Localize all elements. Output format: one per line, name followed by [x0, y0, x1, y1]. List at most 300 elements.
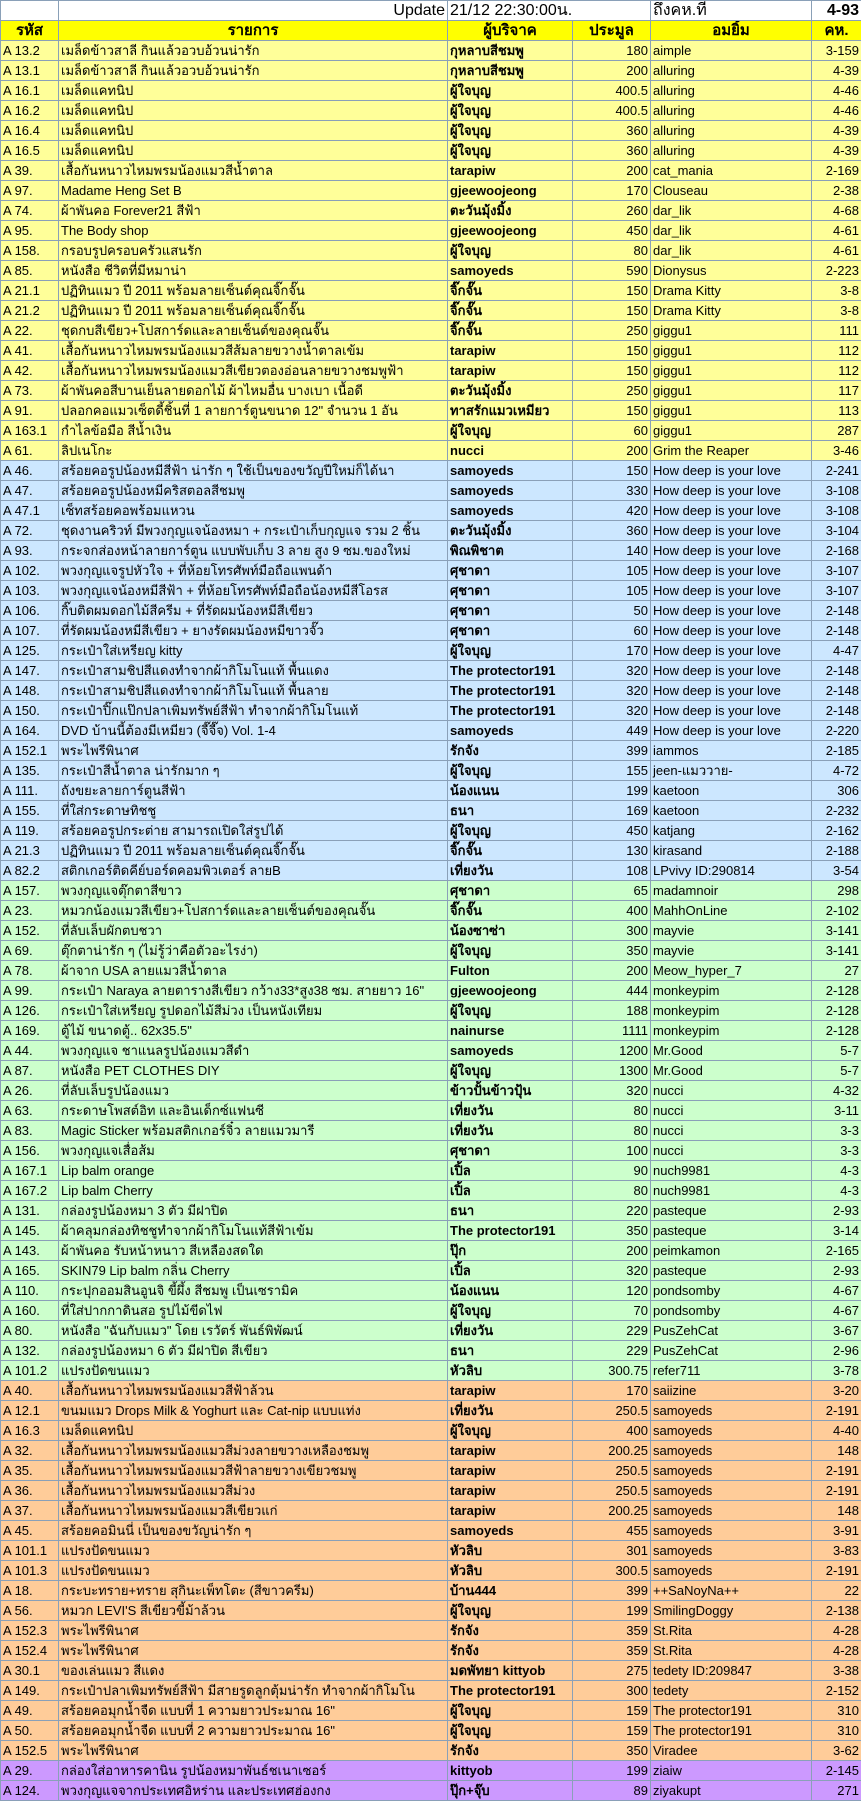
table-row	[1, 1781, 861, 1801]
table-row	[1, 441, 861, 461]
item-code: A 156.	[1, 1141, 59, 1161]
table-row	[1, 1501, 861, 1521]
comment-ref: 3-8	[812, 301, 861, 321]
donor: The protector191	[448, 1221, 573, 1241]
winner: Drama Kitty	[651, 301, 812, 321]
table-row	[1, 1641, 861, 1661]
comment-ref: 4-39	[812, 61, 861, 81]
table-row	[1, 401, 861, 421]
table-row	[1, 761, 861, 781]
winner: samoyeds	[651, 1561, 812, 1581]
donor: จิ๊กจั๊น	[448, 321, 573, 341]
winner: alluring	[651, 61, 812, 81]
item-name: พระไพรีพินาศ	[59, 1621, 448, 1641]
bid-amount: 320	[573, 661, 651, 681]
item-name: กระดาษโพสต์อิท และอินเด็กซ์แฟนซี	[59, 1101, 448, 1121]
comment-ref: 2-241	[812, 461, 861, 481]
comment-ref: 2-148	[812, 621, 861, 641]
table-row	[1, 1561, 861, 1581]
comment-ref: 2-96	[812, 1341, 861, 1361]
item-code: A 21.2	[1, 301, 59, 321]
item-name: สติกเกอร์ติดคีย์บอร์ดคอมพิวเตอร์ ลายB	[59, 861, 448, 881]
comment-ref: 2-169	[812, 161, 861, 181]
table-row	[1, 141, 861, 161]
donor: ศุชาดา	[448, 881, 573, 901]
comment-ref: 2-220	[812, 721, 861, 741]
table-row	[1, 1761, 861, 1781]
donor: ข้าวปั้นข้าวปุ้น	[448, 1081, 573, 1101]
table-row	[1, 1361, 861, 1381]
item-name: พวงกุญแจน้องหมีสีฟ้า + ที่ห้อยโทรศัพท์มือถือน้องหมีสีโอรส	[59, 581, 448, 601]
item-name: เมล็ดข้าวสาลี กินแล้วอวบอ้วนน่ารัก	[59, 61, 448, 81]
comment-ref: 3-8	[812, 281, 861, 301]
winner: nucci	[651, 1101, 812, 1121]
bid-amount: 150	[573, 281, 651, 301]
donor: samoyeds	[448, 261, 573, 281]
item-name: ที่ลับเล็บผักตบชวา	[59, 921, 448, 941]
bid-amount: 200.25	[573, 1441, 651, 1461]
comment-ref: 4-61	[812, 241, 861, 261]
donor: จิ๊กจั๊น	[448, 901, 573, 921]
winner: How deep is your love	[651, 561, 812, 581]
bid-amount: 450	[573, 821, 651, 841]
bid-amount: 220	[573, 1201, 651, 1221]
comment-ref: 2-93	[812, 1201, 861, 1221]
table-row	[1, 1341, 861, 1361]
winner: How deep is your love	[651, 721, 812, 741]
table-row	[1, 1541, 861, 1561]
winner: nuch9981	[651, 1181, 812, 1201]
item-code: A 61.	[1, 441, 59, 461]
comment-ref: 3-67	[812, 1321, 861, 1341]
item-name: พวงกุญแจจากประเทศอิหร่าน และประเทศฮ่องกง	[59, 1781, 448, 1801]
table-row	[1, 681, 861, 701]
winner: Mr.Good	[651, 1061, 812, 1081]
comment-ref: 3-104	[812, 521, 861, 541]
table-row	[1, 1481, 861, 1501]
comment-ref: 4-32	[812, 1081, 861, 1101]
bid-amount: 170	[573, 1381, 651, 1401]
item-name: เซ็ทสร้อยคอพร้อมแหวน	[59, 501, 448, 521]
comment-ref: 3-141	[812, 921, 861, 941]
winner: How deep is your love	[651, 701, 812, 721]
winner: PusZehCat	[651, 1321, 812, 1341]
table-row	[1, 161, 861, 181]
item-code: A 16.4	[1, 121, 59, 141]
donor: ผู้ใจบุญ	[448, 821, 573, 841]
item-code: A 16.1	[1, 81, 59, 101]
winner: mayvie	[651, 941, 812, 961]
table-row	[1, 1621, 861, 1641]
bid-amount: 330	[573, 481, 651, 501]
table-row	[1, 641, 861, 661]
bid-amount: 130	[573, 841, 651, 861]
comment-ref: 310	[812, 1701, 861, 1721]
table-row	[1, 941, 861, 961]
donor: ผู้ใจบุญ	[448, 1001, 573, 1021]
bid-amount: 450	[573, 221, 651, 241]
bid-amount: 188	[573, 1001, 651, 1021]
winner: monkeypim	[651, 1001, 812, 1021]
donor: หัวลิบ	[448, 1561, 573, 1581]
donor: tarapiw	[448, 361, 573, 381]
table-row	[1, 1661, 861, 1681]
item-name: กระบะทราย+ทราย สุกินะเพ็ทโตะ (สีขาวครีม)	[59, 1581, 448, 1601]
bid-amount: 199	[573, 1761, 651, 1781]
item-code: A 125.	[1, 641, 59, 661]
bid-amount: 155	[573, 761, 651, 781]
item-code: A 152.	[1, 921, 59, 941]
donor: samoyeds	[448, 461, 573, 481]
bid-amount: 250	[573, 321, 651, 341]
bid-amount: 200	[573, 961, 651, 981]
bid-amount: 80	[573, 1181, 651, 1201]
item-code: A 143.	[1, 1241, 59, 1261]
donor: gjeewoojeong	[448, 981, 573, 1001]
table-row	[1, 981, 861, 1001]
comment-ref: 2-162	[812, 821, 861, 841]
table-row	[1, 881, 861, 901]
winner: giggu1	[651, 341, 812, 361]
item-name: กระเป๋าใส่เหรียญ kitty	[59, 641, 448, 661]
item-code: A 101.2	[1, 1361, 59, 1381]
item-name: กระเป๋าสามชิปสีแดงทำจากผ้ากิโมโนแท้ พื้นแดง	[59, 661, 448, 681]
winner: samoyeds	[651, 1541, 812, 1561]
table-row	[1, 1741, 861, 1761]
winner: cat_mania	[651, 161, 812, 181]
donor: tarapiw	[448, 1481, 573, 1501]
bid-amount: 250.5	[573, 1481, 651, 1501]
donor: ผู้ใจบุญ	[448, 421, 573, 441]
donor: ศุชาดา	[448, 621, 573, 641]
item-code: A 23.	[1, 901, 59, 921]
item-code: A 102.	[1, 561, 59, 581]
winner: aimple	[651, 41, 812, 61]
item-code: A 42.	[1, 361, 59, 381]
item-name: ของเล่นแมว สีแดง	[59, 1661, 448, 1681]
bid-amount: 80	[573, 1101, 651, 1121]
winner: alluring	[651, 81, 812, 101]
item-code: A 16.3	[1, 1421, 59, 1441]
table-row	[1, 201, 861, 221]
item-code: A 35.	[1, 1461, 59, 1481]
item-code: A 145.	[1, 1221, 59, 1241]
header-bid: ประมูล	[573, 21, 651, 41]
bid-amount: 105	[573, 561, 651, 581]
winner: pasteque	[651, 1221, 812, 1241]
donor: ผู้ใจบุญ	[448, 81, 573, 101]
item-code: A 157.	[1, 881, 59, 901]
comment-ref: 4-68	[812, 201, 861, 221]
item-code: A 69.	[1, 941, 59, 961]
item-code: A 22.	[1, 321, 59, 341]
comment-ref: 3-159	[812, 41, 861, 61]
comment-ref: 4-3	[812, 1181, 861, 1201]
item-code: A 83.	[1, 1121, 59, 1141]
bid-amount: 320	[573, 681, 651, 701]
header-code: รหัส	[1, 21, 59, 41]
bid-amount: 1300	[573, 1061, 651, 1081]
bid-amount: 199	[573, 781, 651, 801]
item-code: A 152.3	[1, 1621, 59, 1641]
item-code: A 147.	[1, 661, 59, 681]
bid-amount: 200	[573, 161, 651, 181]
bid-amount: 300.5	[573, 1561, 651, 1581]
comment-ref: 112	[812, 361, 861, 381]
comment-ref: 117	[812, 381, 861, 401]
header-comment: คห.	[812, 21, 861, 41]
bid-amount: 300.75	[573, 1361, 651, 1381]
bid-amount: 399	[573, 741, 651, 761]
item-code: A 32.	[1, 1441, 59, 1461]
item-name: เมล็ดแคทนิป	[59, 121, 448, 141]
bid-amount: 320	[573, 1261, 651, 1281]
item-code: A 39.	[1, 161, 59, 181]
item-name: พวงกุญแจเสื่อส้ม	[59, 1141, 448, 1161]
item-code: A 150.	[1, 701, 59, 721]
item-name: ตุ๊กตาน่ารัก ๆ (ไม่รู้ว่าคือตัวอะไรง่า)	[59, 941, 448, 961]
item-name: Lip balm Cherry	[59, 1181, 448, 1201]
item-name: กระเป๋า Naraya ลายตารางสีเขียว กว้าง33*สูง38 ซม. สายยาว 16"	[59, 981, 448, 1001]
donor: ธนา	[448, 1341, 573, 1361]
winner: How deep is your love	[651, 581, 812, 601]
item-name: ผ้าจาก USA ลายแมวสีน้ำตาล	[59, 961, 448, 981]
item-code: A 101.3	[1, 1561, 59, 1581]
winner: Clouseau	[651, 181, 812, 201]
table-row	[1, 1421, 861, 1441]
item-name: Madame Heng Set B	[59, 181, 448, 201]
item-code: A 155.	[1, 801, 59, 821]
item-name: The Body shop	[59, 221, 448, 241]
table-row	[1, 221, 861, 241]
comment-ref: 2-93	[812, 1261, 861, 1281]
item-code: A 95.	[1, 221, 59, 241]
table-row	[1, 1061, 861, 1081]
table-row	[1, 121, 861, 141]
table-row	[1, 901, 861, 921]
item-code: A 18.	[1, 1581, 59, 1601]
winner: kaetoon	[651, 801, 812, 821]
winner: monkeypim	[651, 1021, 812, 1041]
table-row	[1, 621, 861, 641]
table-row	[1, 1301, 861, 1321]
table-row	[1, 841, 861, 861]
winner: giggu1	[651, 421, 812, 441]
comment-ref: 2-145	[812, 1761, 861, 1781]
winner: mayvie	[651, 921, 812, 941]
donor: น้องแนน	[448, 1281, 573, 1301]
comment-ref: 3-107	[812, 561, 861, 581]
donor: ตะวันมุ้งมิ้ง	[448, 521, 573, 541]
comment-ref: 3-38	[812, 1661, 861, 1681]
bid-amount: 455	[573, 1521, 651, 1541]
winner: refer711	[651, 1361, 812, 1381]
donor: ผู้ใจบุญ	[448, 941, 573, 961]
table-row	[1, 581, 861, 601]
donor: ผู้ใจบุญ	[448, 141, 573, 161]
donor: ผู้ใจบุญ	[448, 761, 573, 781]
table-row	[1, 1321, 861, 1341]
winner: ziaiw	[651, 1761, 812, 1781]
donor: หัวลิบ	[448, 1541, 573, 1561]
item-code: A 63.	[1, 1101, 59, 1121]
item-name: เมล็ดข้าวสาลี กินแล้วอวบอ้วนน่ารัก	[59, 41, 448, 61]
item-code: A 97.	[1, 181, 59, 201]
item-name: Magic Sticker พร้อมสติกเกอร์จิ๋ว ลายแมวมารี	[59, 1121, 448, 1141]
bid-amount: 1111	[573, 1021, 651, 1041]
winner: giggu1	[651, 401, 812, 421]
donor: เที่ยงวัน	[448, 861, 573, 881]
bid-amount: 169	[573, 801, 651, 821]
comment-ref: 4-39	[812, 121, 861, 141]
item-name: พวงกุญแจ ชาแนลรูปน้องแมวสีดำ	[59, 1041, 448, 1061]
table-row	[1, 721, 861, 741]
table-row	[1, 1221, 861, 1241]
bid-amount: 159	[573, 1701, 651, 1721]
donor: พิณพิชาต	[448, 541, 573, 561]
bid-amount: 140	[573, 541, 651, 561]
donor: หัวลิบ	[448, 1361, 573, 1381]
item-code: A 13.1	[1, 61, 59, 81]
table-row	[1, 381, 861, 401]
item-name: ผ้าพันคอ รับหน้าหนาว สีเหลืองสดใด	[59, 1241, 448, 1261]
table-row	[1, 661, 861, 681]
item-code: A 91.	[1, 401, 59, 421]
update-timestamp: 21/12 22:30:00น.	[448, 1, 651, 21]
item-code: A 80.	[1, 1321, 59, 1341]
item-code: A 41.	[1, 341, 59, 361]
item-name: เสื้อกันหนาวไหมพรมน้องแมวสีเขียวแก่	[59, 1501, 448, 1521]
table-row	[1, 1721, 861, 1741]
item-code: A 152.5	[1, 1741, 59, 1761]
item-name: เสื้อกันหนาวไหมพรมน้องแมวสีฟ้าลายขวางเขียวชมพู	[59, 1461, 448, 1481]
item-name: กระปุกออมสินอูนจิ ขี้ผึ้ง สีชมพู เป็นเซรามิค	[59, 1281, 448, 1301]
item-name: ที่ใส่ปากกาดินสอ รูปไม้ขีดไฟ	[59, 1301, 448, 1321]
comment-ref: 111	[812, 321, 861, 341]
header-winner: อมยิ้ม	[651, 21, 812, 41]
winner: LPvivy ID:290814	[651, 861, 812, 881]
donor: samoyeds	[448, 721, 573, 741]
item-code: A 160.	[1, 1301, 59, 1321]
item-code: A 47.1	[1, 501, 59, 521]
table-row	[1, 1201, 861, 1221]
donor: เที่ยงวัน	[448, 1101, 573, 1121]
donor: nainurse	[448, 1021, 573, 1041]
table-row	[1, 461, 861, 481]
table-row	[1, 801, 861, 821]
bid-amount: 159	[573, 1721, 651, 1741]
donor: กุหลาบสีชมพู	[448, 61, 573, 81]
donor: ผู้ใจบุญ	[448, 101, 573, 121]
item-name: Lip balm orange	[59, 1161, 448, 1181]
winner: SmilingDoggy	[651, 1601, 812, 1621]
winner: How deep is your love	[651, 501, 812, 521]
table-row	[1, 361, 861, 381]
item-code: A 163.1	[1, 421, 59, 441]
comment-ref: 2-223	[812, 261, 861, 281]
item-name: กระจกส่องหน้าลายการ์ตูน แบบพับเก็บ 3 ลาย สูง 9 ซม.ของใหม่	[59, 541, 448, 561]
winner: pondsomby	[651, 1281, 812, 1301]
comment-ref: 3-54	[812, 861, 861, 881]
donor: tarapiw	[448, 161, 573, 181]
donor: ปุ๊ก	[448, 1241, 573, 1261]
item-name: สร้อยคอมุกน้ำจืด แบบที่ 1 ความยาวประมาณ 16"	[59, 1701, 448, 1721]
donor: กุหลาบสีชมพู	[448, 41, 573, 61]
bid-amount: 150	[573, 361, 651, 381]
donor: จิ๊กจั๊น	[448, 301, 573, 321]
item-name: สร้อยคอรูปกระต่าย สามารถเปิดใส่รูปได้	[59, 821, 448, 841]
winner: How deep is your love	[651, 601, 812, 621]
donor: เปิ้ล	[448, 1181, 573, 1201]
table-row	[1, 1521, 861, 1541]
bid-amount: 400.5	[573, 81, 651, 101]
comment-ref: 2-138	[812, 1601, 861, 1621]
comment-ref: 22	[812, 1581, 861, 1601]
item-name: DVD บ้านนี้ต้องมีเหมียว (จี๊จี๊จ) Vol. 1-4	[59, 721, 448, 741]
donor: มดพัทยา kittyob	[448, 1661, 573, 1681]
comment-ref: 4-47	[812, 641, 861, 661]
winner: Grim the Reaper	[651, 441, 812, 461]
bid-amount: 100	[573, 1141, 651, 1161]
winner: tedety	[651, 1681, 812, 1701]
item-name: เสื้อกันหนาวไหมพรมน้องแมวสีฟ้าล้วน	[59, 1381, 448, 1401]
donor: จิ๊กจั๊น	[448, 281, 573, 301]
donor: เปิ้ล	[448, 1161, 573, 1181]
item-code: A 110.	[1, 1281, 59, 1301]
item-name: ปฏิทินแมว ปี 2011 พร้อมลายเซ็นต์คุณจิ๊กจั๊น	[59, 841, 448, 861]
donor: tarapiw	[448, 1461, 573, 1481]
table-row	[1, 1381, 861, 1401]
table-row	[1, 301, 861, 321]
winner: pasteque	[651, 1261, 812, 1281]
comment-ref: 2-102	[812, 901, 861, 921]
winner: ++SaNoyNa++	[651, 1581, 812, 1601]
winner: madamnoir	[651, 881, 812, 901]
item-name: พวงกุญแจตุ๊กตาสีขาว	[59, 881, 448, 901]
winner: How deep is your love	[651, 461, 812, 481]
bid-amount: 65	[573, 881, 651, 901]
winner: Viradee	[651, 1741, 812, 1761]
bid-amount: 200	[573, 61, 651, 81]
item-name: ผ้าพันคอ Forever21 สีฟ้า	[59, 201, 448, 221]
comment-ref: 2-148	[812, 661, 861, 681]
donor: tarapiw	[448, 341, 573, 361]
table-row	[1, 1461, 861, 1481]
item-name: เมล็ดแคทนิป	[59, 141, 448, 161]
table-row	[1, 1161, 861, 1181]
comment-ref: 112	[812, 341, 861, 361]
table-row	[1, 1181, 861, 1201]
comment-ref: 4-67	[812, 1281, 861, 1301]
donor: ธนา	[448, 801, 573, 821]
comment-ref: 3-108	[812, 501, 861, 521]
winner: nuch9981	[651, 1161, 812, 1181]
comment-ref: 3-62	[812, 1741, 861, 1761]
donor: The protector191	[448, 1681, 573, 1701]
comment-ref: 4-61	[812, 221, 861, 241]
item-name: แปรงปัดขนแมว	[59, 1361, 448, 1381]
bid-amount: 105	[573, 581, 651, 601]
comment-ref: 3-108	[812, 481, 861, 501]
comment-ref: 298	[812, 881, 861, 901]
table-row	[1, 321, 861, 341]
table-row	[1, 421, 861, 441]
donor: samoyeds	[448, 481, 573, 501]
table-row	[1, 1261, 861, 1281]
update-label: Update	[59, 1, 448, 21]
bid-amount: 275	[573, 1661, 651, 1681]
winner: ziyakupt	[651, 1781, 812, 1801]
